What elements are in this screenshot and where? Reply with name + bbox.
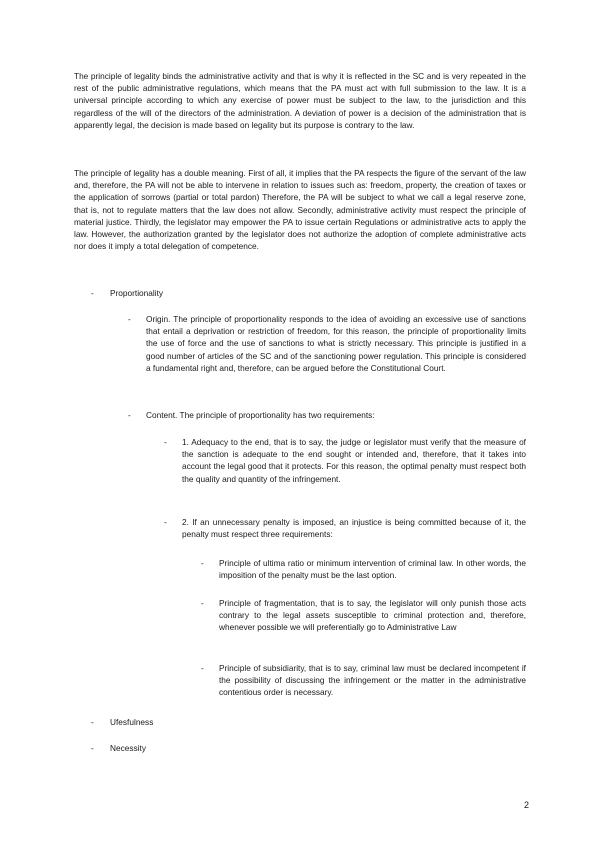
list-item-requirement-1: 1. Adequacy to the end, that is to say, the judge or legislator must verify that the measure of the sanction is adequate to the end sought or intended and, therefore, that it takes into account the legal good that it protects. For this reason, the optimal penalty must respect both the quality and quantity of the infringement. <box>182 437 526 484</box>
list-item-usefulness: Ufesfulness <box>110 717 154 727</box>
paragraph-legality-double-meaning: The principle of legality has a double meaning. First of all, it implies that the PA respects the figure of the servant of the law and, therefore, the PA will not be able to intervene in relation to issues such as: freedom, property, the creation of taxes or the application of sorrows (partial or total pardon) Therefore, the PA will be subject to what we call a legal reserve zone, that is, not to regulate matters that the law does not allow. Secondly, administrative activity must respect the principle of material justice. Thirdly, the legislator may empower the PA to issue certain Regulations or administrative acts to apply the law. However, the authorization granted by the legislator does not authorize the adoption of complete administrative acts nor does it imply a total delegation of competence. <box>74 168 526 252</box>
bullet-dash: - <box>91 743 94 753</box>
bullet-dash: - <box>91 717 94 727</box>
bullet-dash: - <box>164 517 167 527</box>
bullet-dash: - <box>201 558 204 568</box>
bullet-dash: - <box>91 288 94 298</box>
list-item-content: Content. The principle of proportionality has two requirements: <box>146 410 375 420</box>
list-item-proportionality: Proportionality <box>110 288 164 298</box>
list-item-ultima-ratio: Principle of ultima ratio or minimum intervention of criminal law. In other words, the imposition of the penalty must be the last option. <box>219 558 526 581</box>
page-number: 2 <box>523 800 529 810</box>
bullet-dash: - <box>164 437 167 447</box>
list-item-fragmentation: Principle of fragmentation, that is to say, the legislator will only punish those acts contrary to the legal assets susceptible to criminal protection and, therefore, whenever possible we will preferentially go to Administrative Law <box>219 598 526 633</box>
list-item-necessity: Necessity <box>110 743 146 753</box>
list-item-requirement-2: 2. If an unnecessary penalty is imposed, an injustice is being committed because of it, the penalty must respect three requirements: <box>182 517 526 540</box>
paragraph-legality-binding: The principle of legality binds the administrative activity and that is why it is reflected in the SC and is very repeated in the rest of the public administrative regulations, which means that the PA must act with full submission to the law. It is a universal principle according to which any exercise of power must be subject to the law, to the jurisdiction and this regardless of the will of the directors of the administration. A deviation of power is a decision of the administration that is apparently legal, the decision is made based on legality but its purpose is contrary to the law. <box>74 71 526 130</box>
bullet-dash: - <box>128 314 131 324</box>
list-item-origin: Origin. The principle of proportionality responds to the idea of avoiding an excessive use of sanctions that entail a deprivation or restriction of freedom, for this reason, the principle of proportionality limits the use of force and the use of sanctions to what is strictly necessary. This principle is justified in a good number of articles of the SC and of the sanctioning power regulation. This principle is considered a fundamental right and, therefore, can be argued before the Constitutional Court. <box>146 314 526 373</box>
bullet-dash: - <box>201 663 204 673</box>
bullet-dash: - <box>201 598 204 608</box>
bullet-dash: - <box>128 410 131 420</box>
list-item-subsidiarity: Principle of subsidiarity, that is to say, criminal law must be declared incompetent if the possibility of discussing the infringement or the matter in the administrative contentious order is necessary. <box>219 663 526 698</box>
